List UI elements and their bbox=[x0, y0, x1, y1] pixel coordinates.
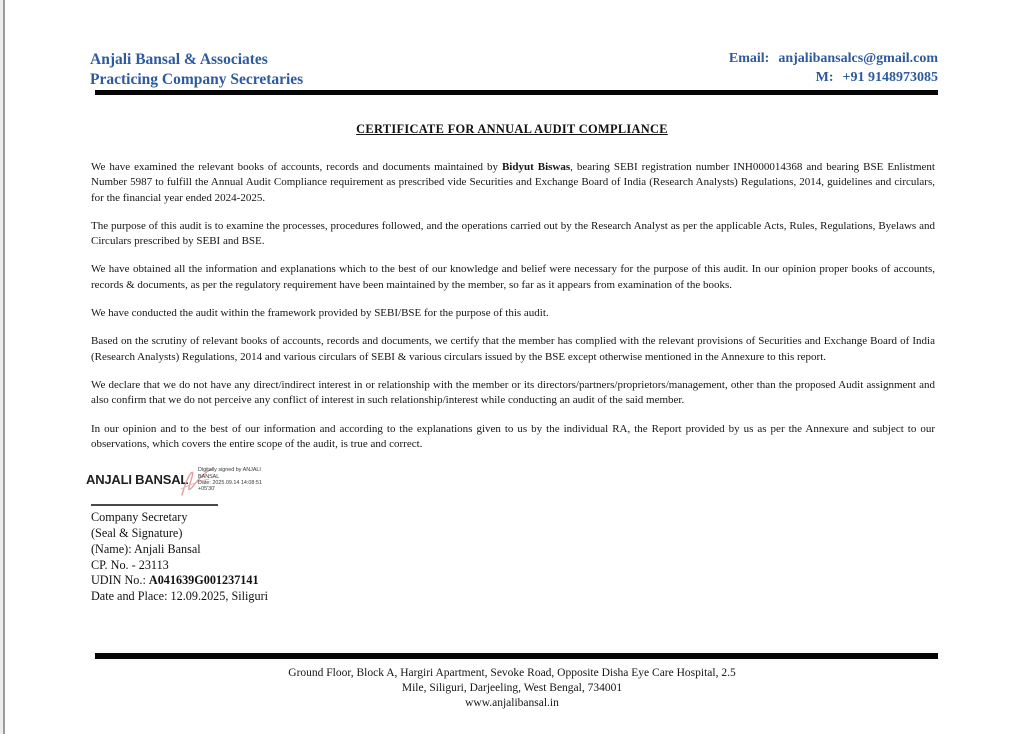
paragraph-purpose: The purpose of this audit is to examine the processes, procedures followed, and the operations carried out by the Research Analyst as per the applicable Acts, Rules, Regulations, Byelaws and Circulars prescribed by SEBI and BSE. bbox=[91, 219, 935, 248]
designation-line: Company Secretary bbox=[91, 510, 188, 525]
paragraph-scrutiny: Based on the scrutiny of relevant books of accounts, records and documents, we certify that the member has complied with the relevant provisions of Securities and Exchange Board of India (Research Analysts) Regulations, 2014 and various circulars of SEBI & various circulars issued by the BSE except otherwise mentioned in the Annexure to this report. bbox=[91, 335, 935, 363]
paragraph-examined bbox=[91, 160, 935, 206]
member-name-bold: Bidyut Biswas bbox=[501, 161, 571, 173]
email-value: anjalibansalcs@gmail.com bbox=[778, 51, 938, 66]
udin-line bbox=[91, 573, 935, 589]
firm-identity bbox=[90, 50, 303, 90]
digital-signature-stamp bbox=[86, 465, 935, 501]
footer-address bbox=[0, 666, 1024, 711]
date-place-line: Date and Place: 12.09.2025, Siliguri bbox=[91, 589, 269, 604]
mobile-line bbox=[729, 69, 938, 88]
note-line: Digitally signed by ANJALI bbox=[198, 467, 261, 474]
signatory-details bbox=[91, 510, 935, 605]
udin-value: A041639G001237141 bbox=[148, 573, 259, 588]
paragraph-framework: We have conducted the audit within the framework provided by SEBI/BSE for the purpose of this audit. bbox=[91, 307, 549, 320]
footer-divider bbox=[95, 653, 938, 659]
firm-subtitle: Practicing Company Secretaries bbox=[90, 71, 304, 88]
header-divider bbox=[95, 90, 938, 95]
paragraph-declaration: We declare that we do not have any direct/indirect interest in or relationship with the member or its directors/partners/proprietors/management, other than the proposed Audit assignment and also confirm that we do not perceive any conflict of interest in such relationship/interest while conducting an audit of the said member. bbox=[91, 378, 935, 407]
signature-name-text: ANJALI BANSAL bbox=[86, 472, 189, 488]
udin-label: UDIN No.: bbox=[91, 573, 149, 588]
mobile-label: M: bbox=[815, 69, 834, 85]
note-line: BANSAL bbox=[198, 473, 220, 480]
contact-info bbox=[729, 50, 938, 87]
email-label: Email: bbox=[728, 51, 770, 66]
seal-line: (Seal & Signature) bbox=[91, 525, 183, 540]
note-line: +05'30' bbox=[198, 486, 216, 493]
page-footer bbox=[0, 653, 1024, 711]
name-line: (Name): Anjali Bansal bbox=[91, 541, 201, 556]
address-line-1: Ground Floor, Block A, Hargiri Apartment, Sevoke Road, Opposite Disha Eye Care Hospital, 2.5 bbox=[288, 667, 736, 679]
email-line bbox=[729, 50, 938, 69]
paragraph-text: , bearing SEBI registration number INH000014368 and bearing BSE Enlistment Number 5987 to fulfill the Annual Audit Compliance requirement as prescribed vide Securities and Exchange Board of India (Research Analysts) Regulations, 2014, guidelines and circulars, for the financial year ended 2024-2025. bbox=[91, 161, 935, 204]
address-line-2: Mile, Siliguri, Darjeeling, West Bengal, 734001 bbox=[401, 682, 623, 694]
digital-signature-note bbox=[198, 467, 262, 493]
document-title: CERTIFICATE FOR ANNUAL AUDIT COMPLIANCE bbox=[356, 122, 668, 136]
paragraph-information: We have obtained all the information and explanations which to the best of our knowledge and belief were necessary for the purpose of this audit. In our opinion proper books of accounts, records & documents, as per the regulatory requirement have been maintained by the member, so far as it appears from examination of the books. bbox=[91, 263, 935, 291]
website-text: www.anjalibansal.in bbox=[465, 697, 559, 709]
mobile-value: +91 9148973085 bbox=[842, 69, 938, 85]
page-edge-line bbox=[3, 0, 5, 734]
firm-name: Anjali Bansal & Associates bbox=[90, 51, 268, 68]
paragraph-opinion: In our opinion and to the best of our information and according to the explanations given to us by the individual RA, the Report provided by us as per the Annexure and subject to our observations, which covers the entire scope of the audit, is true and correct. bbox=[91, 422, 935, 450]
document-body bbox=[86, 160, 935, 605]
note-line: Date: 2025.09.14 14:08:51 bbox=[198, 479, 262, 486]
letterhead bbox=[90, 50, 938, 90]
cp-number-line: CP. No. - 23113 bbox=[91, 557, 169, 572]
signature-line bbox=[91, 504, 218, 506]
paragraph-text: We have examined the relevant books of accounts, records and documents maintained by bbox=[91, 161, 502, 173]
